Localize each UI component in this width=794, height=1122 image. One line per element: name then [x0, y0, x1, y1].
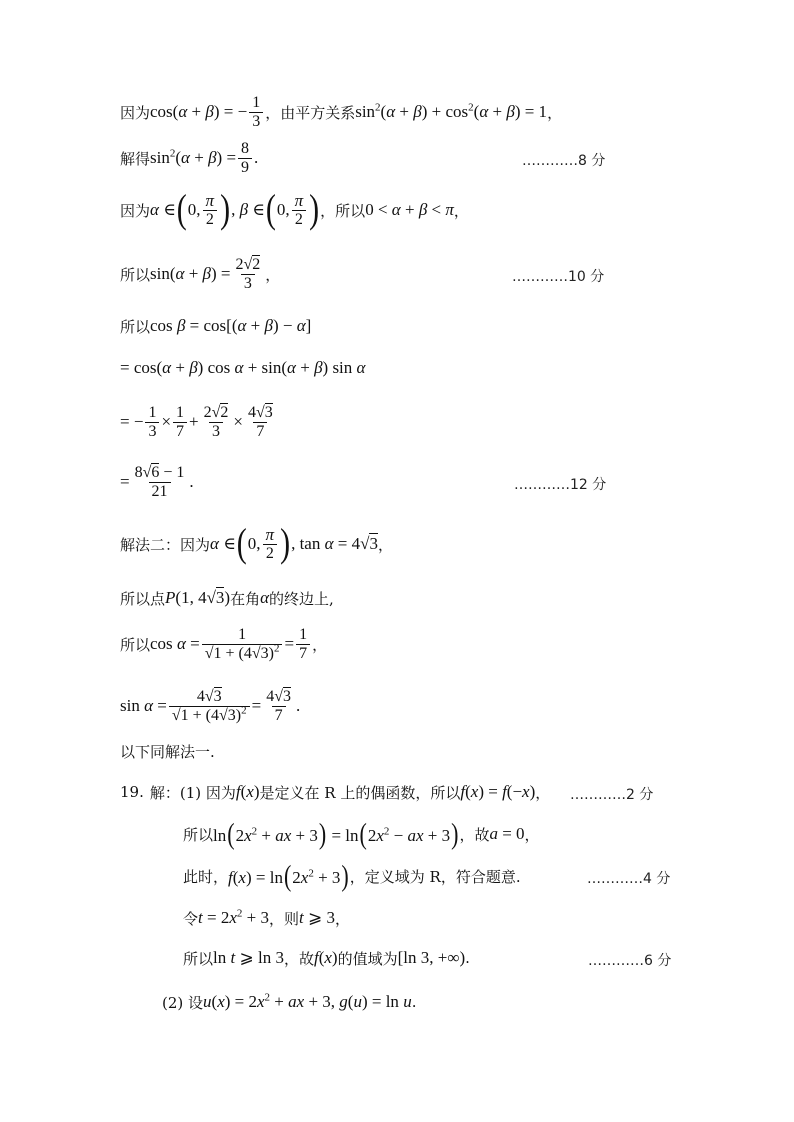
score-8: …………8 分: [522, 153, 606, 169]
math: ln t ⩾ ln 3: [213, 948, 284, 967]
frac-pi-2: $\frac{\pi}{2}$: [203, 192, 218, 229]
text: 解得: [120, 149, 151, 168]
text: 此时，: [183, 867, 229, 886]
math: $f(x) = \ln(2x^2 + 3)$: [228, 857, 349, 892]
q19-line2: [183, 814, 540, 854]
line-range: [120, 187, 469, 232]
text: ，则: [268, 909, 299, 928]
math: $u(x) = 2x^2$ + ax + 3, g(u) = ln u: [203, 991, 412, 1011]
text: 所以: [120, 635, 151, 654]
text: ，: [334, 909, 350, 928]
line-point: [120, 578, 334, 618]
frac-4sqrt3-7: $\frac{4√3}{7}$: [248, 403, 273, 440]
score-4: …………4 分: [587, 871, 671, 887]
text: 是定义在 R 上的偶函数，所以: [259, 783, 461, 802]
line-method2: [120, 521, 393, 566]
text: 因为: [120, 201, 151, 220]
math: , tan α = 4√3: [291, 534, 378, 553]
text: ，定义域为 R，符合题意.: [349, 867, 521, 886]
paren: (: [265, 187, 276, 232]
math: =: [284, 634, 295, 653]
text: 因为: [120, 103, 151, 122]
text: ，: [312, 635, 328, 654]
paren: ): [280, 521, 291, 566]
math: cos α =: [150, 634, 200, 653]
math: α ∈: [210, 534, 236, 553]
text: .: [465, 949, 470, 967]
line-cos-given: [120, 92, 562, 132]
q19-line4: [183, 898, 350, 938]
math: f(x): [235, 782, 260, 801]
math-expand: = cos(α + β) cos α + sin(α + β) sin α: [120, 358, 366, 377]
math-ineq: 0 < α + β < π: [365, 200, 454, 219]
text: ，所以: [320, 201, 366, 220]
math-sin-sum: sin(α + β) =: [150, 264, 231, 283]
frac-1-3: $\frac{1}{3}$: [249, 94, 263, 131]
math: P(1, 4√3): [165, 588, 231, 607]
q19-line3: [183, 856, 521, 896]
frac-result: $\frac{8√6 - 1}{21}$: [134, 463, 185, 500]
math: a = 0: [489, 824, 525, 843]
text: 以下同解法一.: [120, 742, 215, 761]
math: [ln 3, +∞): [397, 948, 466, 967]
math: 0,: [276, 200, 290, 219]
math: 0,: [247, 534, 261, 553]
frac-2sqrt2-3: $\frac{2√2}{3}$: [203, 403, 229, 440]
math-cos: cos(α + β) = −: [150, 102, 248, 121]
score-6: …………6 分: [588, 953, 672, 969]
line-expand: [120, 348, 365, 388]
frac-2sqrt2-3: $\frac{2√2}{3}$: [235, 255, 261, 292]
math: 0,: [187, 200, 201, 219]
math: $\ln(2x^2$ + ax + $3) = \ln(2x^2$ − ax + 3): [213, 815, 459, 850]
period: .: [296, 696, 301, 715]
math: , β ∈: [231, 200, 265, 219]
text: 解：(1) 因为: [149, 783, 236, 802]
math: f(x): [313, 948, 338, 967]
line-sin-alpha: [120, 686, 300, 726]
paren: (: [236, 521, 247, 566]
q19-line5: [183, 938, 470, 978]
score-12: …………12 分: [514, 477, 607, 493]
paren: ): [309, 187, 320, 232]
text: .: [411, 993, 417, 1011]
text: ，故: [283, 949, 314, 968]
question-number: 19.: [120, 783, 144, 801]
math-cos-beta: cos β = cos[(α + β) − α]: [150, 316, 312, 335]
frac-sin: $\frac{4√3}{√1 + (4√3)^2}$: [169, 688, 250, 725]
line-sin-sum: [120, 254, 280, 294]
frac-1-3: $\frac{1}{3}$: [145, 404, 159, 441]
text: ，: [524, 825, 540, 844]
text: 令: [183, 909, 199, 928]
text: (2) 设: [162, 993, 204, 1012]
math: ×: [233, 412, 243, 431]
frac-1-7: $\frac{1}{7}$: [296, 626, 310, 663]
text: 所以点: [120, 589, 166, 608]
frac-cos: $\frac{1}{√1 + (4√3)^2}$: [202, 626, 283, 663]
text: ，: [377, 535, 393, 554]
text: ，: [453, 201, 469, 220]
line-substitute: [120, 402, 278, 442]
text: 所以: [120, 265, 151, 284]
text: ，故: [459, 825, 490, 844]
text: 所以: [120, 317, 151, 336]
text: 所以: [183, 949, 214, 968]
text: 解法二：因为: [120, 535, 211, 554]
frac-pi-2b: $\frac{\pi}{2}$: [292, 192, 307, 229]
math-identity: $\sin^2(\alpha + \beta) + \cos^2(\alpha + \beta) = 1$: [355, 101, 548, 121]
math: $t = 2x^2 + 3$: [198, 907, 269, 927]
math: α: [260, 588, 270, 607]
frac-4sqrt3-7: $\frac{4√3}{7}$: [266, 687, 291, 724]
line-cos-beta: [120, 306, 311, 346]
line-result: [120, 462, 194, 502]
q19-line1: [120, 772, 550, 812]
math: +: [189, 412, 199, 431]
paren: (: [176, 187, 187, 232]
math: = −: [120, 412, 144, 431]
math: =: [120, 472, 130, 491]
text: 的终边上,: [269, 589, 334, 608]
score-10: …………10 分: [512, 269, 605, 285]
text: ，由平方关系: [265, 103, 356, 122]
line-same: [120, 736, 215, 766]
math: sin α =: [120, 696, 167, 715]
math: ×: [161, 412, 172, 431]
line-sin2: [120, 138, 258, 178]
math-sin2: $\sin^2(\alpha + \beta)$ =: [150, 147, 237, 167]
math-alpha-in: α ∈: [150, 200, 176, 219]
math: t ⩾ 3: [299, 908, 335, 927]
math: =: [251, 696, 262, 715]
frac-8-9: $\frac{8}{9}$: [238, 140, 252, 177]
frac-pi-2: $\frac{\pi}{2}$: [263, 526, 278, 563]
line-cos-alpha: [120, 624, 327, 664]
math: f(x) = f(−x): [460, 782, 536, 801]
period: .: [254, 148, 259, 167]
paren: ): [220, 187, 231, 232]
period: .: [189, 472, 194, 491]
text: 所以: [183, 825, 214, 844]
text: ，: [265, 265, 281, 284]
frac-1-7: $\frac{1}{7}$: [173, 404, 187, 441]
q19-line6: [162, 982, 416, 1022]
text: 在角: [230, 589, 261, 608]
text: ，: [535, 783, 551, 802]
text: ，: [547, 103, 563, 122]
text: 的值域为: [337, 949, 398, 968]
score-2: …………2 分: [570, 787, 654, 803]
